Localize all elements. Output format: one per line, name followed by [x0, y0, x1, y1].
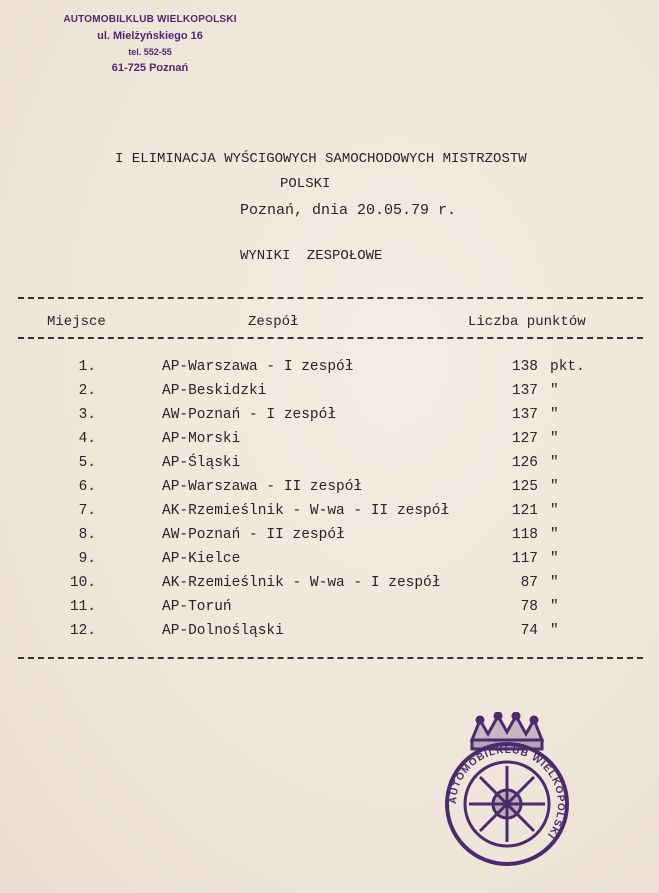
- table-row: [0, 551, 659, 575]
- row-points: 137: [511, 407, 538, 423]
- table-row: [0, 623, 659, 647]
- row-points: 117: [511, 551, 538, 567]
- table-row: [0, 527, 659, 551]
- row-points: 138: [511, 359, 538, 375]
- letterhead-stamp: [60, 12, 240, 76]
- row-points-unit: ": [550, 431, 559, 447]
- row-team: AW-Poznań - II zespół: [162, 527, 345, 543]
- table-row: [0, 479, 659, 503]
- column-header-team: Zespół: [248, 314, 299, 330]
- row-team: AP-Beskidzki: [162, 383, 267, 399]
- letterhead-city: 61-725 Poznań: [111, 62, 189, 74]
- table-row: [0, 575, 659, 599]
- row-points: 126: [511, 455, 538, 471]
- club-seal-stamp: [442, 712, 572, 872]
- row-place: 9.: [78, 551, 96, 567]
- row-team: AK-Rzemieślnik - W-wa - II zespół: [162, 503, 450, 519]
- table-row: [0, 407, 659, 431]
- row-points-unit: ": [550, 455, 559, 471]
- row-points: 87: [520, 575, 538, 591]
- row-place: 2.: [78, 383, 96, 399]
- row-team: AW-Poznań - I zespół: [162, 407, 337, 423]
- row-points-unit: ": [550, 551, 559, 567]
- row-points: 137: [511, 383, 538, 399]
- row-team: AP-Toruń: [162, 599, 232, 615]
- document-subtitle: WYNIKI ZESPOŁOWE: [240, 248, 383, 264]
- table-top-divider: [18, 297, 643, 299]
- row-points: 127: [511, 431, 538, 447]
- table-row: [0, 503, 659, 527]
- column-header-points: Liczba punktów: [468, 314, 586, 330]
- row-place: 6.: [78, 479, 96, 495]
- letterhead-phone: tel. 552-55: [128, 47, 172, 57]
- row-place: 7.: [78, 503, 96, 519]
- row-points: 118: [511, 527, 538, 543]
- table-row: [0, 599, 659, 623]
- table-header-divider: [18, 337, 643, 339]
- row-place: 8.: [78, 527, 96, 543]
- row-team: AP-Kielce: [162, 551, 241, 567]
- place-and-date: Poznań, dnia 20.05.79 r.: [240, 202, 457, 219]
- document-title-line-2: POLSKI: [280, 176, 331, 192]
- row-place: 5.: [78, 455, 96, 471]
- row-points-unit: ": [550, 527, 559, 543]
- document-title-line-1: I ELIMINACJA WYŚCIGOWYCH SAMOCHODOWYCH MISTRZOSTW: [115, 151, 527, 167]
- seal-text: AUTOMOBILKLUB WIELKOPOLSKI: [447, 744, 567, 841]
- row-place: 4.: [78, 431, 96, 447]
- letterhead-street: ul. Mielżyńskiego 16: [97, 30, 203, 42]
- row-team: AP-Morski: [162, 431, 241, 447]
- row-points-unit: ": [550, 383, 559, 399]
- row-team: AK-Rzemieślnik - W-wa - I zespół: [162, 575, 441, 591]
- row-team: AP-Śląski: [162, 455, 241, 471]
- column-header-place: Miejsce: [47, 314, 106, 330]
- row-points: 125: [511, 479, 538, 495]
- row-points-unit: ": [550, 407, 559, 423]
- row-points-unit: ": [550, 623, 559, 639]
- row-team: AP-Warszawa - I zespół: [162, 359, 354, 375]
- row-points-unit: ": [550, 575, 559, 591]
- row-points-unit: ": [550, 503, 559, 519]
- table-bottom-divider: [18, 657, 643, 659]
- row-points-unit: pkt.: [550, 359, 585, 375]
- table-row: [0, 431, 659, 455]
- row-place: 11.: [69, 599, 96, 615]
- table-row: [0, 455, 659, 479]
- row-points-unit: ": [550, 479, 559, 495]
- row-place: 12.: [69, 623, 96, 639]
- row-team: AP-Dolnośląski: [162, 623, 284, 639]
- row-place: 1.: [78, 359, 96, 375]
- letterhead-club-name: AUTOMOBILKLUB WIELKOPOLSKI: [63, 14, 237, 25]
- row-place: 3.: [78, 407, 96, 423]
- row-points: 78: [520, 599, 538, 615]
- row-points: 74: [520, 623, 538, 639]
- row-points: 121: [511, 503, 538, 519]
- row-points-unit: ": [550, 599, 559, 615]
- table-row: [0, 383, 659, 407]
- row-place: 10.: [69, 575, 96, 591]
- table-row: [0, 359, 659, 383]
- row-team: AP-Warszawa - II zespół: [162, 479, 363, 495]
